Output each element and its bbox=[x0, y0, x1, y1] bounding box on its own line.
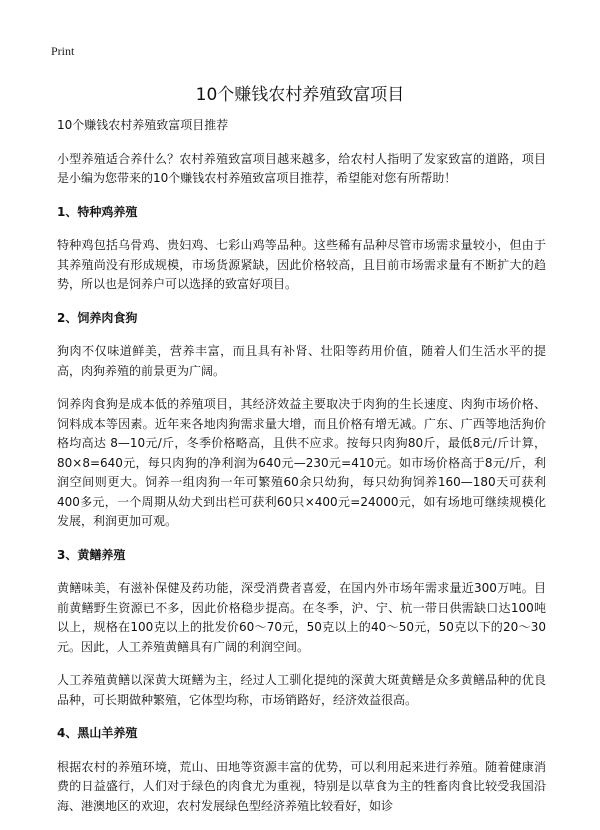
section-paragraph: 狗肉不仅味道鲜美，营养丰富，而且具有补肾、壮阳等药用价值，随着人们生活水平的提高，肉狗养殖的前景更为广阔。 bbox=[57, 344, 546, 378]
section-heading: 2、饲养肉食狗 bbox=[57, 310, 138, 325]
section-paragraph: 黄鳝味美，有滋补保健及药功能，深受消费者喜爱，在国内外市场年需求量近300万吨。目前黄鳝野生资源已不多，因此价格稳步提高。在冬季，沪、宁、杭一带日供需缺口达100吨以上，规格在100克以上的批发价60～70元，50克以上的40～50元，50克以下的20～30元。因此，人工养殖黄鳝具有广阔的利润空间。 bbox=[57, 581, 546, 654]
section-paragraph: 人工养殖黄鳝以深黄大斑鳝为主，经过人工驯化提纯的深黄大斑黄鳝是众多黄鳝品种的优良品种，可长期做种繁殖，它体型均称，市场销路好，经济效益很高。 bbox=[57, 673, 546, 707]
section-heading: 4、黑山羊养殖 bbox=[57, 726, 138, 740]
document-subtitle: 10个赚钱农村养殖致富项目推荐 bbox=[57, 118, 229, 132]
document-title: 10个赚钱农村养殖致富项目 bbox=[195, 85, 405, 105]
intro-paragraph: 小型养殖适合养什么？农村养殖致富项目越来越多，给农村人指明了发家致富的道路，项目是小编为您带来的10个赚钱农村养殖致富项目推荐，希望能对您有所帮助！ bbox=[57, 151, 546, 185]
section-paragraph: 特种鸡包括乌骨鸡、贵妇鸡、七彩山鸡等品种。这些稀有品种尽管市场需求量较小，但由于其养殖尚没有形成规模，市场货源紧缺，因此价格较高，且目前市场需求量有不断扩大的趋势，所以也是饲养户可以选择的致富好项目。 bbox=[57, 238, 546, 291]
section-heading: 1、特种鸡养殖 bbox=[57, 204, 138, 219]
section-heading: 3、黄鳝养殖 bbox=[57, 547, 126, 562]
article-body bbox=[57, 116, 546, 830]
print-link[interactable]: Print bbox=[51, 44, 75, 58]
section-paragraph: 根据农村的养殖环境，荒山、田地等资源丰富的优势，可以利用起来进行养殖。随着健康消费的日益盛行，人们对于绿色的肉食尤为重视，特别是以草食为主的牲畜肉食比较受我国沿海、港澳地区的欢迎，农村发展绿色型经济养殖比较看好，如诊 bbox=[57, 759, 546, 813]
section-paragraph: 饲养肉食狗是成本低的养殖项目，其经济效益主要取决于肉狗的生长速度、肉狗市场价格、饲料成本等因素。近年来各地肉狗需求量大增，而且价格有增无减。广东、广西等地活狗价格均高达 8—10元/斤，冬季价格略高，且供不应求。按每只肉狗80斤，最低8元/斤计算，80×8=640元，每只肉狗的净利润为640元—230元=410元。如市场价格高于8元/斤，利润空间则更大。饲养一组肉狗一年可繁殖60余只幼狗，每只幼狗饲养160—180天可获利400多元，一个周期从幼犬到出栏可获利60只×400元=24000元，如有场地可继续规模化发展，利润更加可观。 bbox=[57, 397, 546, 528]
